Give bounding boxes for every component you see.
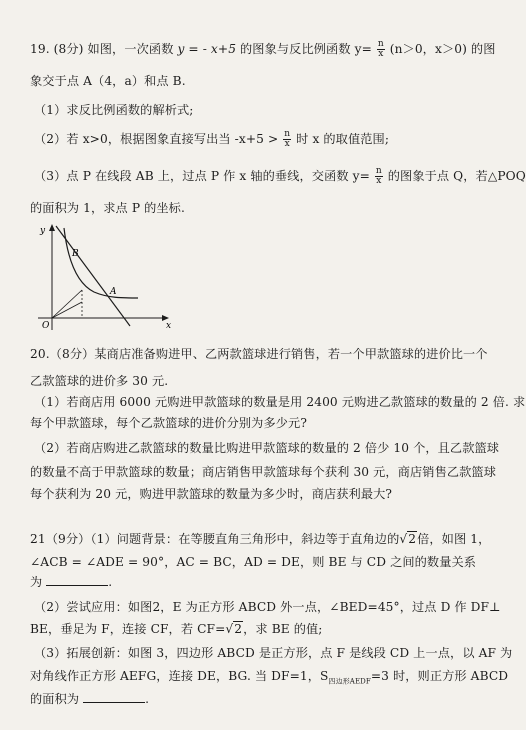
q19-part3: [34, 166, 526, 186]
q20-line5: （2）若商店购进乙款篮球的数量比购进甲款篮球的数量的 2 倍少 10 个，且乙款篮球: [34, 441, 500, 455]
frac-numerator: n: [284, 129, 291, 139]
frac-numerator: n: [375, 166, 382, 176]
sqrt-radicand: 2: [234, 622, 243, 636]
q19-part2-post: 时 x 的取值范围;: [292, 132, 390, 146]
q21-line1-post: 倍，如图 1，: [417, 532, 491, 546]
label-b: B: [72, 249, 79, 259]
q19-figure: [30, 222, 172, 334]
q20-line4: 每个甲款篮球，每个乙款篮球的进价分别为多少元?: [30, 416, 307, 430]
q19-fraction: [377, 40, 385, 59]
frac-denominator: x: [284, 139, 290, 149]
q21-line3-text: 为: [30, 575, 43, 589]
q19-part2: [34, 130, 483, 149]
sqrt-2-cf: √2: [225, 622, 243, 636]
label-x: x: [166, 321, 172, 331]
q19-part1: （1）求反比例函数的解析式;: [34, 103, 194, 117]
q21-line6: （3）拓展创新：如图 3，四边形 ABCD 是正方形，点 F 是线段 CD 上一点，以 AF 为: [34, 646, 513, 660]
linear-function-line: [56, 226, 130, 326]
frac-numerator: n: [377, 39, 384, 49]
q19-part3-fraction: [375, 167, 383, 186]
label-y: y: [40, 226, 46, 236]
answer-blank-1[interactable]: [46, 575, 108, 586]
label-o: O: [42, 321, 50, 331]
q21-line7-pre: 对角线作正方形 AEFG，连接 DE，BG. 当 DF=1，S: [30, 669, 329, 683]
y-axis-arrow: [49, 224, 55, 231]
q21-line3-end: .: [108, 575, 113, 589]
q19-part3-post: 的图象于点 Q，若△POQ: [383, 169, 526, 183]
q20-line3: （1）若商店用 6000 元购进甲款篮球的数量是用 2400 元购进乙款篮球的数量的 2 倍. 求: [34, 395, 526, 409]
q21-line8: [30, 691, 483, 707]
q20-line6: 的数量不高于甲款篮球的数量；商店销售甲款篮球每个获利 30 元，商店销售乙款篮球: [30, 465, 497, 479]
q21-line7-post: =3 时，则正方形 ABCD: [370, 669, 509, 683]
q19-part2-pre: （2）若 x>0，根据图象直接写出当 -x+5 >: [34, 132, 283, 146]
q19-title-text: 19. (8分) 如图，一次函数: [30, 42, 178, 56]
q21-line7: [30, 668, 509, 689]
q21-line3: [30, 574, 483, 590]
sqrt-radicand: 2: [408, 532, 417, 546]
q21-line8-end: .: [145, 692, 150, 706]
q20-line7: 每个获利为 20 元，购进甲款篮球的数量为多少时，商店获利最大?: [30, 487, 393, 501]
frac-denominator: x: [376, 176, 382, 186]
q19-part3-line2: 的面积为 1，求点 P 的坐标.: [30, 201, 185, 215]
q21-line2: ∠ACB = ∠ADE = 90°，AC = BC，AD = DE，则 BE 与 CD 之间的数量关系: [30, 555, 477, 569]
q21-line8-text: 的面积为: [30, 692, 80, 706]
q19-condition: (n＞0，x＞0) 的图: [385, 42, 496, 56]
sqrt-2: √2: [399, 532, 417, 546]
q20-line1: 20.（8分）某商店准备购进甲、乙两款篮球进行销售，若一个甲款篮球的进价比一个: [30, 347, 488, 361]
q19-part2-fraction: [283, 130, 291, 149]
q21-line4: （2）尝试应用：如图2，E 为正方形 ABCD 外一点，∠BED=45°，过点 D 作 DF⊥: [34, 600, 501, 614]
answer-blank-2[interactable]: [83, 692, 145, 703]
q21-line5-pre: BE，垂足为 F，连接 CF，若 CF=: [30, 622, 226, 636]
q21-line1: [30, 531, 491, 547]
q19-line2: 象交于点 A（4，a）和点 B.: [30, 74, 186, 88]
q19-header: [30, 39, 496, 59]
q20-line2: 乙款篮球的进价多 30 元.: [30, 374, 169, 388]
label-a: A: [110, 287, 117, 297]
q19-inverse-label: 的图象与反比例函数 y=: [236, 42, 376, 56]
q19-linear-function: y = - x+5: [177, 42, 237, 56]
q21-line5: [30, 621, 483, 637]
frac-denominator: x: [378, 49, 384, 59]
q21-line7-sub: 四边形AEDF: [328, 677, 371, 686]
q21-line5-post: ，求 BE 的值;: [243, 622, 323, 636]
q19-part3-pre: （3）点 P 在线段 AB 上，过点 P 作 x 轴的垂线，交函数 y=: [34, 169, 374, 183]
q21-line1-pre: 21（9分）（1）问题背景：在等腰直角三角形中，斜边等于直角边的: [30, 532, 400, 546]
